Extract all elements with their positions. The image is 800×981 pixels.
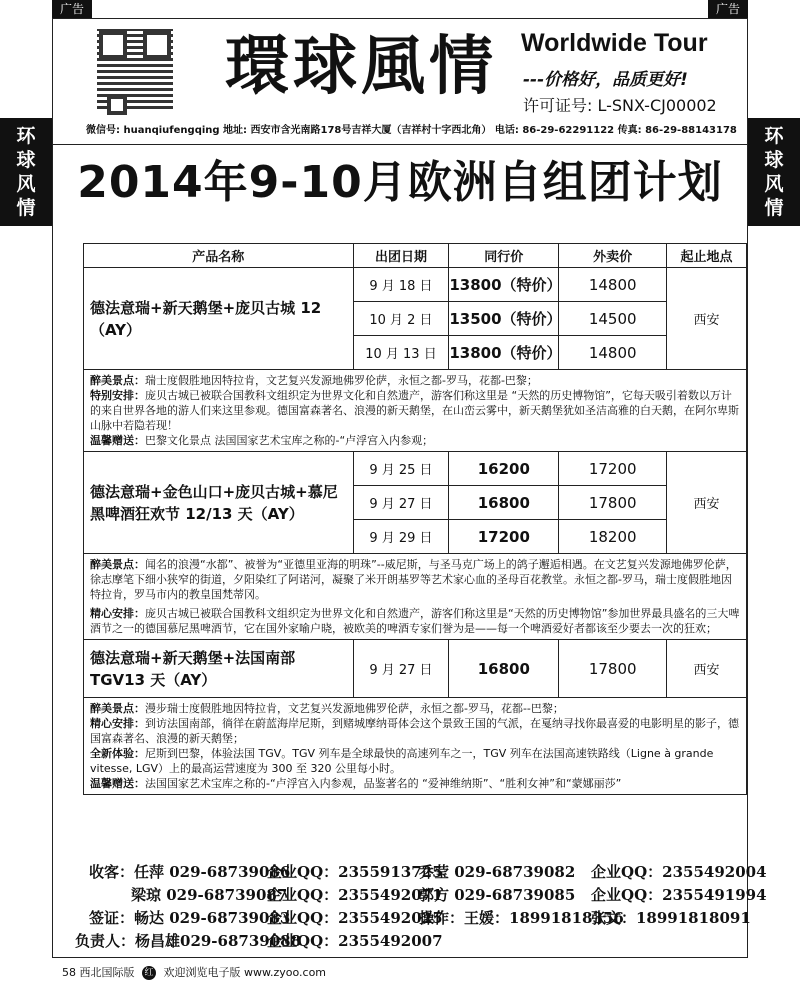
contact: 负责人：杨昌雄029-68739088 bbox=[75, 932, 302, 950]
license-number: 许可证号: L-SNX-CJ00002 bbox=[523, 96, 717, 115]
tour-details bbox=[84, 554, 747, 640]
side-char: 风 bbox=[764, 173, 784, 195]
tour-details bbox=[84, 698, 747, 795]
tour-name: 德法意瑞+金色山口+庞贝古城+慕尼黑啤酒狂欢节 12/13 天（AY） bbox=[84, 452, 354, 554]
departure-date: 9 月 27 日 bbox=[353, 486, 449, 520]
slogan: ---价格好，品质更好! bbox=[523, 70, 688, 90]
retail-price: 14800 bbox=[559, 336, 667, 370]
departure-date: 10 月 13 日 bbox=[353, 336, 449, 370]
contact-row bbox=[83, 861, 767, 884]
table-header-row bbox=[84, 244, 747, 268]
contact-qq: 企业QQ：2355492071 bbox=[267, 886, 443, 904]
departure-date: 10 月 2 日 bbox=[353, 302, 449, 336]
peer-price: 16800 bbox=[449, 640, 559, 698]
ad-tag-left: 广告 bbox=[52, 0, 92, 18]
contact-row bbox=[83, 884, 767, 907]
contact-row bbox=[75, 930, 747, 953]
tour-details bbox=[84, 370, 747, 452]
footer-text: 欢迎浏览电子版 www.zyoo.com bbox=[163, 966, 327, 979]
col-header: 同行价 bbox=[449, 244, 559, 268]
col-header: 外卖价 bbox=[559, 244, 667, 268]
peer-price: 13800（特价） bbox=[449, 336, 559, 370]
peer-price: 13800（特价） bbox=[449, 268, 559, 302]
peer-price: 16800 bbox=[449, 486, 559, 520]
header bbox=[53, 19, 747, 145]
publisher-logo-icon: 红 bbox=[142, 966, 156, 980]
departure-date: 9 月 18 日 bbox=[353, 268, 449, 302]
page-title: 2014年9-10月欧洲自组团计划 bbox=[77, 157, 723, 208]
retail-price: 17800 bbox=[559, 486, 667, 520]
publication: 西北国际版 bbox=[79, 966, 135, 979]
side-char: 情 bbox=[16, 197, 36, 219]
peer-price: 17200 bbox=[449, 520, 559, 554]
contact: 操作：王媛：18991818356 bbox=[419, 909, 624, 927]
col-header: 出团日期 bbox=[353, 244, 449, 268]
location: 西安 bbox=[667, 640, 747, 698]
contact-qq: 企业QQ：2355913725 bbox=[267, 863, 443, 881]
detail-line: 精心安排：到访法国南部，徜徉在蔚蓝海岸尼斯，到赌城摩纳哥体会这个景致王国的气派，在戛纳寻找你最喜爱的电影明星的影子，德国富森著名、浪漫的新天鹅堡； bbox=[90, 717, 739, 745]
detail-line: 特别安排：庞贝古城已被联合国教科文组织定为世界文化和自然遗产，游客们称这里是 “天然的历史博物馆”，它每天吸引着数以万计的来自世界各地的游人们来这里参观。德国富森著名、浪漫的新天鹅堡，在山峦云雾中，新天鹅堡犹如圣洁高雅的白天鹅，在阿尔卑斯山脉中若隐若现！ bbox=[90, 389, 739, 432]
contact: 收客：任萍 029-68739086 bbox=[89, 863, 291, 881]
table-row bbox=[84, 640, 747, 698]
address-line: 地址: 西安市含光南路178号吉祥大厦（吉祥村十字西北角） 电话: 86-29-62291122 传真: 86-29-88143178 bbox=[223, 125, 737, 136]
detail-line: 温馨赠送：法国国家艺术宝库之称的-“卢浮宫入内参观，品鉴著名的 “爱神维纳斯”、“胜利女神”和“蒙娜丽莎” bbox=[90, 777, 622, 790]
departure-date: 9 月 25 日 bbox=[353, 452, 449, 486]
qr-code-icon bbox=[97, 29, 173, 109]
contact: 郭方 029-68739085 bbox=[419, 886, 576, 904]
brand-logo: 環球風情 bbox=[225, 29, 497, 104]
retail-price: 17800 bbox=[559, 640, 667, 698]
ad-page bbox=[52, 18, 767, 958]
side-char: 环 bbox=[16, 125, 36, 147]
contact: 签证：畅达 029-68739083 bbox=[89, 909, 291, 927]
side-char: 环 bbox=[764, 125, 784, 147]
contact: 乔莹 029-68739082 bbox=[419, 863, 576, 881]
ad-tag-right: 广告 bbox=[708, 0, 748, 18]
footer bbox=[62, 964, 326, 980]
detail-line: 醉美景点：漫步瑞士度假胜地因特拉肯，文艺复兴发源地佛罗伦萨，永恒之都-罗马，花都--巴黎； bbox=[90, 702, 564, 715]
retail-price: 14500 bbox=[559, 302, 667, 336]
tour-name: 德法意瑞+新天鹅堡+法国南部 TGV13 天（AY） bbox=[84, 640, 354, 698]
contact: 梁琼 029-68739087 bbox=[131, 886, 288, 904]
detail-line: 全新体验：尼斯到巴黎，体验法国 TGV。TGV 列车是全球最快的高速列车之一，TGV 列车在法国高速铁路线（Ligne à grande vitesse, LGV）上的最高运营速度为 300 至 320 公里每小时。 bbox=[90, 747, 714, 775]
retail-price: 18200 bbox=[559, 520, 667, 554]
tour-name: 德法意瑞+新天鹅堡+庞贝古城 12（AY） bbox=[84, 268, 354, 370]
side-label-left bbox=[0, 118, 52, 226]
tour-table bbox=[83, 243, 747, 795]
col-header: 起止地点 bbox=[667, 244, 747, 268]
retail-price: 17200 bbox=[559, 452, 667, 486]
side-char: 情 bbox=[764, 197, 784, 219]
wechat-id: 微信号: huanqiufengqing bbox=[86, 125, 220, 136]
location: 西安 bbox=[667, 268, 747, 370]
contact-qq: 企业QQ：2355492025 bbox=[267, 909, 443, 927]
contact-qq: 企业QQ：2355492007 bbox=[267, 932, 443, 950]
contacts bbox=[75, 861, 767, 953]
side-char: 风 bbox=[16, 173, 36, 195]
departure-date: 9 月 27 日 bbox=[353, 640, 449, 698]
departure-date: 9 月 29 日 bbox=[353, 520, 449, 554]
side-label-right bbox=[748, 118, 800, 226]
contact: 张文：18991818091 bbox=[591, 909, 751, 927]
table-row bbox=[84, 268, 747, 302]
side-char: 球 bbox=[16, 149, 36, 171]
contact-row bbox=[83, 907, 751, 930]
page-number: 58 bbox=[62, 966, 76, 979]
brand-english: Worldwide Tour bbox=[521, 29, 708, 57]
contact-qq: 企业QQ：2355491994 bbox=[591, 886, 767, 904]
location: 西安 bbox=[667, 452, 747, 554]
peer-price: 13500（特价） bbox=[449, 302, 559, 336]
peer-price: 16200 bbox=[449, 452, 559, 486]
detail-line: 醉美景点：闻名的浪漫“水都”、被誉为“亚德里亚海的明珠”--威尼斯，与圣马克广场上的鸽子邂逅相遇。在文艺复兴发源地佛罗伦萨，徐志摩笔下细小狭窄的街道，夕阳染红了阿诺河，凝聚了米开朗基罗等艺术家心血的圣母百花教堂。永恒之都-罗马，瑞士度假胜地因特拉肯，罗马市内的教皇国梵蒂冈。 bbox=[90, 558, 737, 601]
table-row bbox=[84, 452, 747, 486]
retail-price: 14800 bbox=[559, 268, 667, 302]
col-header: 产品名称 bbox=[84, 244, 354, 268]
detail-line: 醉美景点：瑞士度假胜地因特拉肯，文艺复兴发源地佛罗伦萨，永恒之都-罗马，花都-巴黎； bbox=[90, 374, 538, 387]
side-char: 球 bbox=[764, 149, 784, 171]
detail-line: 精心安排：庞贝古城已被联合国教科文组织定为世界文化和自然遗产，游客们称这里是“天然的历史博物馆”参加世界最具盛名的三大啤酒节之一的德国慕尼黑啤酒节，它在国外家喻户晓，被欧美的啤酒专家们誉为是——每一个啤酒爱好者都该至少要去一次的狂欢； bbox=[90, 607, 740, 635]
contact-qq: 企业QQ：2355492004 bbox=[591, 863, 767, 881]
detail-line: 温馨赠送：巴黎文化景点 法国国家艺术宝库之称的-“卢浮宫入内参观； bbox=[90, 434, 434, 447]
